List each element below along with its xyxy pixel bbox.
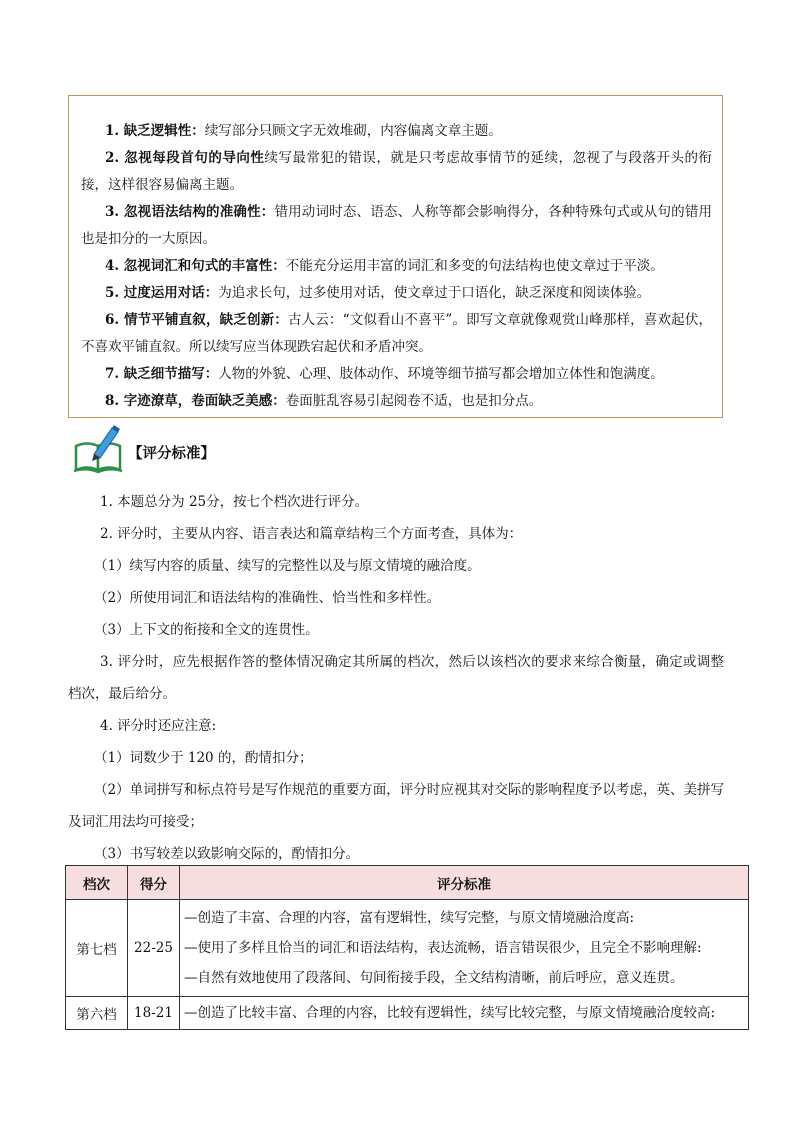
criteria-cell <box>180 900 749 997</box>
instruction-paragraph: （3）上下文的衔接和全文的连贯性。 <box>94 622 319 638</box>
instruction-paragraph: 4. 评分时还应注意: <box>100 718 217 734</box>
scoring-instructions <box>68 486 724 870</box>
table-header-row <box>66 866 749 900</box>
mistake-item-6: 6. 情节平铺直叙，缺乏创新：古人云：“文似看山不喜平”。即写文章就像观赏山峰那样，喜欢起伏，不喜欢平铺直叙。所以续写应当体现跌宕起伏和矛盾冲突。 <box>81 312 712 355</box>
grade-cell: 第六档 <box>66 997 128 1030</box>
instruction-paragraph: （2）单词拼写和标点符号是写作规范的重要方面，评分时应视其对交际的影响程度予以考虑，英、美拼写及词汇用法均可接受； <box>68 782 724 830</box>
instruction-paragraph: （3）书写较差以致影响交际的，酌情扣分。 <box>94 846 360 862</box>
score-cell: 18-21 <box>128 997 180 1030</box>
mistake-item-5: 5. 过度运用对话：为追求长句，过多使用对话，使文章过于口语化，缺乏深度和阅读体验。 <box>105 285 651 301</box>
instruction-paragraph: （2）所使用词汇和语法结构的准确性、恰当性和多样性。 <box>94 590 441 606</box>
mistake-item-2: 2. 忽视每段首句的导向性续写最常犯的错误，就是只考虑故事情节的延续，忽视了与段落开头的衔接，这样很容易偏离主题。 <box>81 150 713 193</box>
criteria-cell <box>180 997 749 1030</box>
mistake-item-8: 8. 字迹潦草，卷面缺乏美感：卷面脏乱容易引起阅卷不适，也是扣分点。 <box>105 393 543 409</box>
instruction-paragraph: 2. 评分时，主要从内容、语言表达和篇章结构三个方面考查，具体为： <box>100 526 523 542</box>
instruction-paragraph: 1. 本题总分为 25分，按七个档次进行评分。 <box>100 494 369 510</box>
header-score: 得分 <box>128 866 180 900</box>
table-row <box>66 900 749 997</box>
common-mistakes-box <box>68 95 723 418</box>
criteria-line: —创造了比较丰富、合理的内容，比较有逻辑性，续写比较完整，与原文情境融洽度较高: <box>184 1005 716 1021</box>
mistake-item-3: 3. 忽视语法结构的准确性：错用动词时态、语态、人称等都会影响得分，各种特殊句式或从句的错用也是扣分的一大原因。 <box>81 204 713 247</box>
header-criteria: 评分标准 <box>180 866 749 900</box>
criteria-line: —自然有效地使用了段落间、句间衔接手段，全文结构清晰，前后呼应，意义连贯。 <box>184 970 684 986</box>
instruction-paragraph: 3. 评分时，应先根据作答的整体情况确定其所属的档次，然后以该档次的要求来综合衡量，确定或调整档次，最后给分。 <box>68 654 724 702</box>
scoring-table <box>65 865 749 1030</box>
criteria-line: —使用了多样且恰当的词汇和语法结构，表达流畅，语言错误很少，且完全不影响理解: <box>184 940 702 956</box>
section-header <box>72 424 215 474</box>
book-pen-icon <box>72 424 126 474</box>
score-cell: 22-25 <box>128 900 180 997</box>
instruction-paragraph: （1）续写内容的质量、续写的完整性以及与原文情境的融洽度。 <box>94 558 481 574</box>
table-row <box>66 997 749 1030</box>
grade-cell: 第七档 <box>66 900 128 997</box>
instruction-paragraph: （1）词数少于 120 的，酌情扣分； <box>94 750 313 766</box>
header-grade: 档次 <box>66 866 128 900</box>
criteria-line: —创造了丰富、合理的内容，富有逻辑性，续写完整，与原文情境融洽度高: <box>184 910 635 926</box>
mistake-item-4: 4. 忽视词汇和句式的丰富性：不能充分运用丰富的词汇和多变的句法结构也使文章过于平淡。 <box>105 258 664 274</box>
mistake-item-1: 1. 缺乏逻辑性：续写部分只顾文字无效堆砌，内容偏离文章主题。 <box>105 123 502 139</box>
section-title: 【评分标准】 <box>128 444 215 462</box>
mistake-item-7: 7. 缺乏细节描写：人物的外貌、心理、肢体动作、环境等细节描写都会增加立体性和饱满度。 <box>105 366 664 382</box>
